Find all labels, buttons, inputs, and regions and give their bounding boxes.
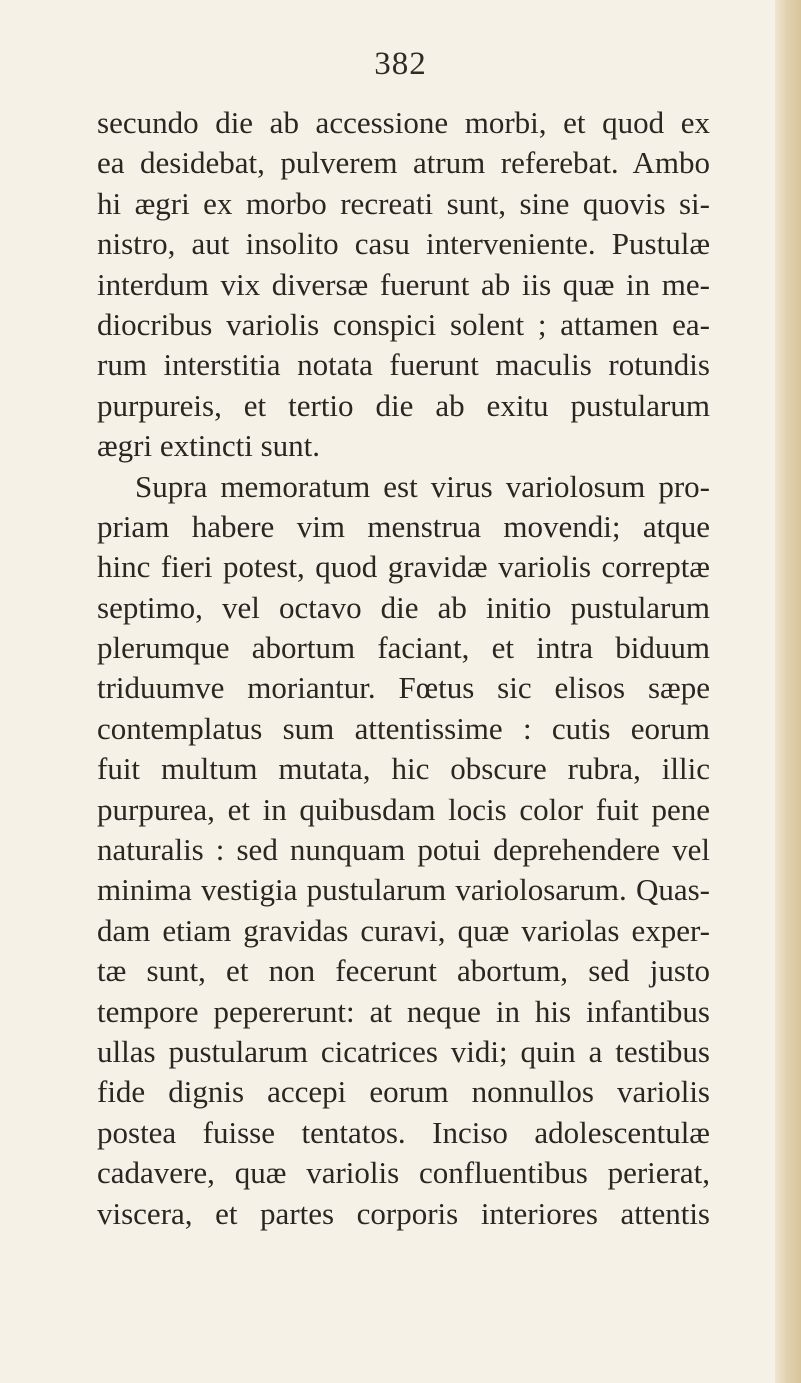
text-line: dam etiam gravidas curavi, quæ variolas exper- <box>97 912 710 948</box>
text-line: diocribus variolis conspici solent ; attamen ea- <box>97 306 710 342</box>
text-line: naturalis : sed nunquam potui deprehendere vel <box>97 832 710 868</box>
text-line: fide dignis accepi eorum nonnullos variolis <box>97 1074 710 1110</box>
page-number: 382 <box>374 46 427 82</box>
text-line: ullas pustularum cicatrices vidi; quin a testibus <box>97 1033 710 1069</box>
page-edge-shadow <box>775 0 801 1383</box>
text-line: secundo die ab accessione morbi, et quod ex <box>97 105 710 140</box>
text-line: fuit multum mutata, hic obscure rubra, illic <box>97 751 710 787</box>
text-line: interdum vix diversæ fuerunt ab iis quæ in me- <box>97 266 710 302</box>
body-text <box>97 103 710 1234</box>
text-line: postea fuisse tentatos. Inciso adolescentulæ <box>97 1114 710 1150</box>
text-line: rum interstitia notata fuerunt maculis rotundis <box>97 347 710 383</box>
text-line: cadavere, quæ variolis confluentibus perierat, <box>97 1155 710 1191</box>
text-line: nistro, aut insolito casu interveniente. Pustulæ <box>97 226 710 262</box>
text-line: minima vestigia pustularum variolosarum. Quas- <box>97 872 710 908</box>
text-line: priam habere vim menstrua movendi; atque <box>97 508 710 544</box>
text-line: hinc fieri potest, quod gravidæ variolis correptæ <box>97 549 710 585</box>
text-line: viscera, et partes corporis interiores attentis <box>97 1195 710 1231</box>
text-line: septimo, vel octavo die ab initio pustularum <box>97 589 710 625</box>
text-line: tempore pepererunt: at neque in his infantibus <box>97 993 710 1029</box>
text-line: plerumque abortum faciant, et intra biduum <box>97 630 710 666</box>
paragraph-end-line: ægri extincti sunt. <box>97 428 321 464</box>
text-line: purpureis, et tertio die ab exitu pustularum <box>97 387 710 423</box>
paragraph-start-line: Supra memoratum est virus variolosum pro- <box>135 468 710 504</box>
text-line: tæ sunt, et non fecerunt abortum, sed justo <box>97 953 710 989</box>
text-line: ea desidebat, pulverem atrum referebat. Ambo <box>97 145 710 181</box>
text-line: purpurea, et in quibusdam locis color fuit pene <box>97 791 710 827</box>
text-line: triduumve moriantur. Fœtus sic elisos sæpe <box>97 670 710 706</box>
text-line: hi ægri ex morbo recreati sunt, sine quovis si- <box>97 185 710 221</box>
text-line: contemplatus sum attentissime : cutis eorum <box>97 710 710 746</box>
